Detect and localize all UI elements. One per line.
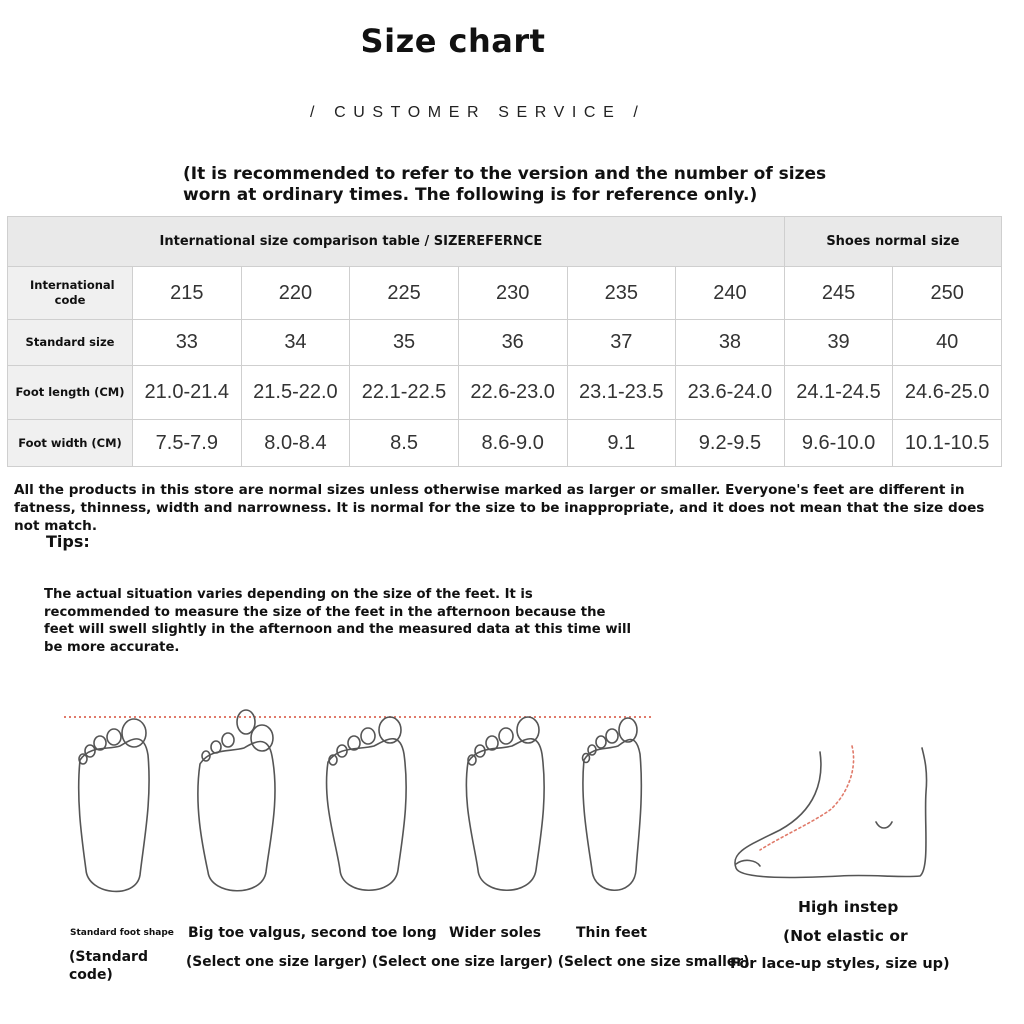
table-cell: 230: [458, 267, 567, 320]
table-cell: 21.0-21.4: [133, 366, 242, 420]
row-label: International code: [8, 267, 133, 320]
thin-feet-caption: Thin feet: [576, 925, 647, 941]
table-header-main-label: International size comparison table / SIZEREFERNCE: [159, 234, 543, 249]
wider-soles-foot-icon: [327, 717, 407, 890]
standard-foot-shape-caption: Standard foot shape: [70, 928, 174, 938]
table-header-right: Shoes normal size: [784, 217, 1001, 267]
table-cell: 215: [133, 267, 242, 320]
subtitle: / CUSTOMER SERVICE /: [310, 104, 646, 121]
table-cell: 21.5-22.0: [241, 366, 350, 420]
tips-heading: Tips:: [46, 532, 90, 551]
tips-text: The actual situation varies depending on the size of the feet. It is recommended to measure the size of the feet in the afternoon because the feet will swell slightly in the afternoon and the measured data at this time will be more accurate.: [44, 587, 632, 655]
standard-foot-icon: [79, 719, 149, 891]
row-label: Foot width (CM): [8, 420, 133, 467]
row-label: Standard size: [8, 320, 133, 366]
table-cell: 8.0-8.4: [241, 420, 350, 467]
foot-shapes-illustration: [40, 700, 960, 900]
big-toe-caption: Big toe valgus, second toe long: [188, 925, 437, 941]
table-cell: 22.6-23.0: [458, 366, 567, 420]
page-title: Size chart: [360, 22, 546, 60]
table-cell: 33: [133, 320, 242, 366]
table-cell: 9.6-10.0: [784, 420, 893, 467]
wider-soles-foot-icon-2: [466, 717, 544, 890]
table-cell: 220: [241, 267, 350, 320]
not-elastic-caption: (Not elastic or: [783, 927, 908, 945]
disclaimer-text: All the products in this store are normal sizes unless otherwise marked as larger or smaller. Everyone's feet are different in fatness, thinness, width and narrowness. It is normal for the size to be inappropriate, and it does not mean that the size does not match.: [14, 482, 985, 534]
table-row: [8, 420, 1002, 467]
table-cell: 35: [350, 320, 459, 366]
table-cell: 39: [784, 320, 893, 366]
table-cell: 24.6-25.0: [893, 366, 1002, 420]
high-instep-caption: High instep: [798, 898, 899, 916]
thin-foot-icon: [583, 718, 642, 890]
sizing-advice-row: (Select one size larger) (Select one size larger) (Select one size smaller): [186, 954, 750, 970]
big-toe-valgus-foot-icon: [198, 710, 275, 891]
table-row: [8, 366, 1002, 420]
size-table: [7, 216, 1002, 467]
table-header-main: [8, 217, 785, 267]
wider-soles-caption: Wider soles: [449, 925, 542, 941]
table-cell: 23.6-24.0: [676, 366, 785, 420]
table-cell: 240: [676, 267, 785, 320]
table-cell: 23.1-23.5: [567, 366, 676, 420]
table-row: [8, 320, 1002, 366]
row-label: Foot length (CM): [8, 366, 133, 420]
table-cell: 250: [893, 267, 1002, 320]
table-cell: 34: [241, 320, 350, 366]
table-cell: 9.1: [567, 420, 676, 467]
table-cell: 8.5: [350, 420, 459, 467]
table-cell: 40: [893, 320, 1002, 366]
table-cell: 7.5-7.9: [133, 420, 242, 467]
table-cell: 8.6-9.0: [458, 420, 567, 467]
table-cell: 225: [350, 267, 459, 320]
standard-code-text: (Standard code): [69, 949, 148, 983]
lace-up-caption: For lace-up styles, size up): [730, 956, 950, 972]
table-cell: 24.1-24.5: [784, 366, 893, 420]
table-row: [8, 267, 1002, 320]
table-cell: 9.2-9.5: [676, 420, 785, 467]
standard-code-caption: [69, 948, 169, 984]
table-cell: 36: [458, 320, 567, 366]
table-cell: 10.1-10.5: [893, 420, 1002, 467]
table-cell: 235: [567, 267, 676, 320]
table-cell: 22.1-22.5: [350, 366, 459, 420]
recommendation-note: (It is recommended to refer to the version and the number of sizes worn at ordinary times. The following is for reference only.): [183, 164, 827, 205]
table-cell: 38: [676, 320, 785, 366]
table-cell: 37: [567, 320, 676, 366]
table-header-row: [8, 217, 1002, 267]
high-instep-foot-icon: [735, 746, 927, 878]
table-cell: 245: [784, 267, 893, 320]
